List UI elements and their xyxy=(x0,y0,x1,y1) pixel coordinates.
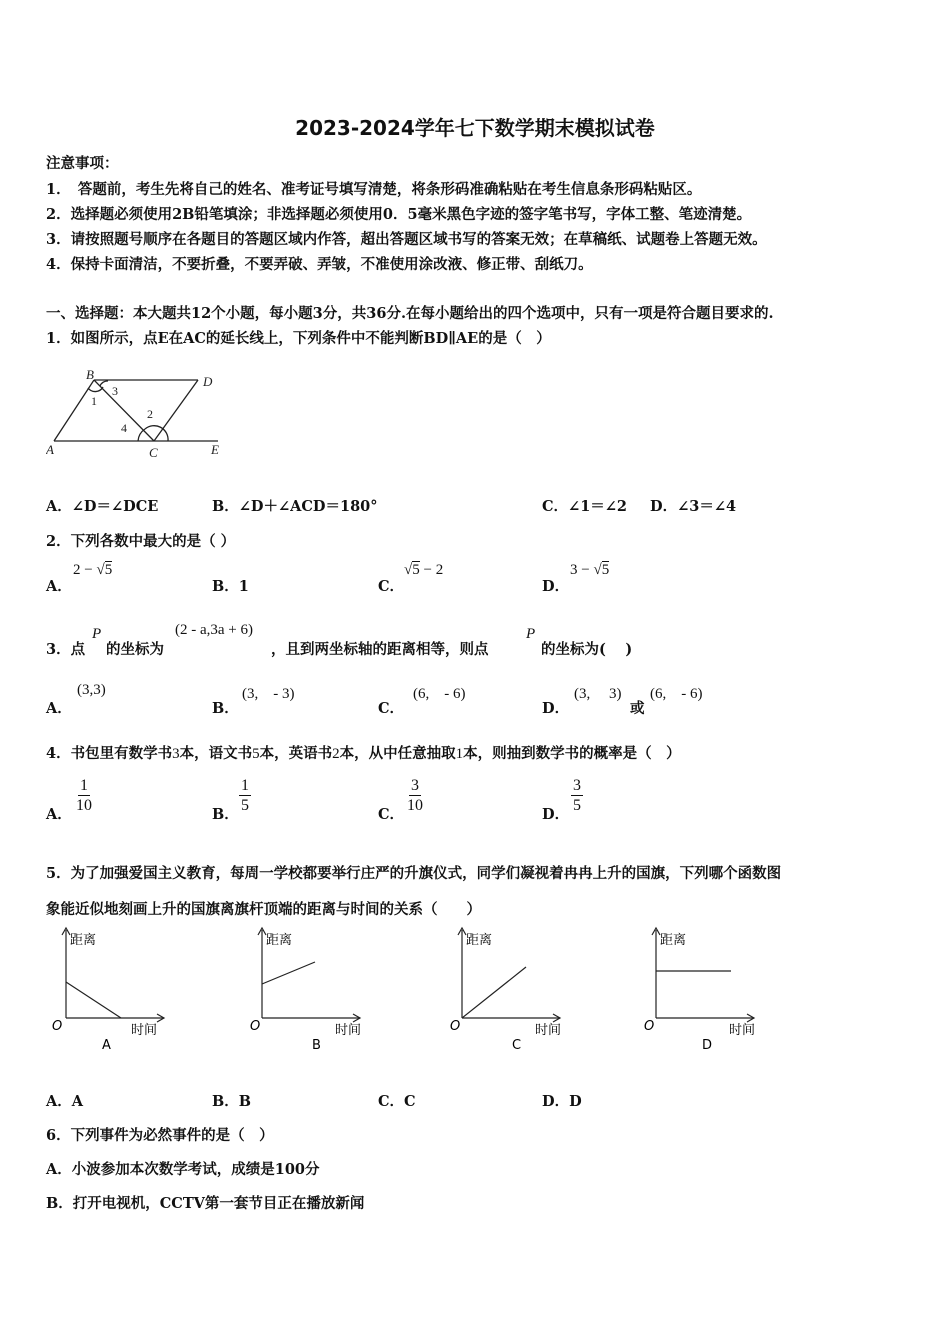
graph-line xyxy=(66,982,121,1018)
q5-graph-b xyxy=(242,922,372,1057)
graph-line xyxy=(262,962,315,984)
label-b: B xyxy=(86,368,94,382)
q6-option-a: A．小波参加本次数学考试，成绩是100分 xyxy=(46,1161,320,1178)
q4-option-a-label: A． xyxy=(46,806,72,823)
q4-option-b-label: B． xyxy=(212,806,239,823)
origin-label: O xyxy=(52,1019,63,1034)
q1-option-c: C．∠1＝∠2 xyxy=(542,498,628,515)
q3-option-c-label: C． xyxy=(378,700,405,717)
origin-label: O xyxy=(250,1019,261,1034)
label-angle-1: 1 xyxy=(91,394,97,408)
q2-option-b: B．1 xyxy=(212,578,249,595)
notice-item-2: 2．选择题必须使用2B铅笔填涂；非选择题必须使用0．5毫米黑色字迹的签字笔书写，字体工整、笔迹清楚。 xyxy=(46,206,752,223)
q3-option-b-value: (3, - 3) xyxy=(242,686,295,702)
q3-option-d-value: (3, 3) xyxy=(574,686,622,702)
y-axis-label: 距离 xyxy=(466,933,493,948)
q3-option-a-label: A． xyxy=(46,700,72,717)
y-axis-label: 距离 xyxy=(660,933,687,948)
q3-point-p: P xyxy=(92,626,102,642)
q5-graph-a xyxy=(46,922,176,1057)
q3-option-d-label: D． xyxy=(542,700,570,717)
q3-coordinate: (2 - a,3a + 6) xyxy=(175,622,254,638)
y-axis-label: 距离 xyxy=(266,933,293,948)
q5-option-a: A．A xyxy=(46,1093,84,1110)
q5-graph-d xyxy=(636,922,766,1057)
q1-figure xyxy=(46,368,236,460)
notice-item-4: 4．保持卡面清洁，不要折叠，不要弄破、弄皱，不准使用涂改液、修正带、刮纸刀。 xyxy=(46,256,593,273)
q4-option-d-label: D． xyxy=(542,806,570,823)
q2-option-c-expr: √5 − 2 xyxy=(404,562,444,578)
q1-stem: 1．如图所示，点E在AC的延长线上，下列条件中不能判断BD∥AE的是（ ） xyxy=(46,330,551,347)
notice-item-1: 1． 答题前，考生先将自己的姓名、准考证号填写清楚，将条形码准确粘贴在考生信息条形码粘贴区。 xyxy=(46,181,702,198)
page-title: 2023-2024学年七下数学期末模拟试卷 xyxy=(295,116,655,140)
q3-point-p-2: P xyxy=(526,626,536,642)
x-axis-label: 时间 xyxy=(729,1023,756,1038)
q6-option-b: B．打开电视机，CCTV第一套节目正在播放新闻 xyxy=(46,1195,365,1212)
q3-option-c-value: (6, - 6) xyxy=(413,686,466,702)
q5-option-d: D．D xyxy=(542,1093,582,1110)
q2-option-a-expr: 2 − √5 xyxy=(73,562,113,578)
q4-option-d-fraction: $\frac{3}{5}$ xyxy=(573,777,581,814)
notice-item-3: 3．请按照题号顺序在各题目的答题区域内作答，超出答题区域书写的答案无效；在草稿纸、试题卷上答题无效。 xyxy=(46,231,767,248)
q4-option-c-fraction: $\frac{3}{10}$ xyxy=(407,777,423,814)
q2-option-c-label: C． xyxy=(378,578,405,595)
q5-graph-c xyxy=(442,922,572,1057)
q1-option-a: A．∠D＝∠DCE xyxy=(46,498,159,515)
x-axis-label: 时间 xyxy=(335,1023,362,1038)
q3-option-b-label: B． xyxy=(212,700,239,717)
q2-option-d-label: D． xyxy=(542,578,570,595)
origin-label: O xyxy=(644,1019,655,1034)
graph-name: D xyxy=(702,1038,713,1053)
q4-option-c-label: C． xyxy=(378,806,405,823)
q5-stem-line-2: 象能近似地刻画上升的国旗离旗杆顶端的距离与时间的关系（ ） xyxy=(46,901,481,918)
q3-option-d-value-2: (6, - 6) xyxy=(650,686,703,702)
q6-stem: 6．下列事件为必然事件的是（ ） xyxy=(46,1127,274,1144)
q1-option-b: B．∠D＋∠ACD＝180° xyxy=(212,498,378,515)
line-dc xyxy=(154,380,198,441)
graph-line xyxy=(462,967,526,1018)
graph-name: B xyxy=(312,1038,321,1053)
label-e: E xyxy=(211,442,219,457)
q3-text-1: 3．点 xyxy=(46,641,86,658)
q3-option-a-value: (3,3) xyxy=(77,682,106,698)
q5-option-b: B．B xyxy=(212,1093,252,1110)
label-c: C xyxy=(149,445,158,460)
q4-option-b-fraction: $\frac{1}{5}$ xyxy=(241,777,249,814)
q4-option-a-fraction: $\frac{1}{10}$ xyxy=(76,777,92,814)
q5-stem-line-1: 5．为了加强爱国主义教育，每周一学校都要举行庄严的升旗仪式，同学们凝视着冉冉上升的国旗，下列哪个函数图 xyxy=(46,865,782,882)
q5-option-c: C．C xyxy=(378,1093,416,1110)
q4-stem: 4．书包里有数学书3本，语文书5本，英语书2本，从中任意抽取1本，则抽到数学书的概率是（ ） xyxy=(46,745,681,762)
q3-option-d-or: 或 xyxy=(630,700,645,717)
q2-option-d-expr: 3 − √5 xyxy=(570,562,610,578)
q3-text-3: ，且到两坐标轴的距离相等，则点 xyxy=(271,641,489,658)
label-a: A xyxy=(46,442,54,457)
arc-angle-3 xyxy=(100,381,108,386)
q3-text-2: 的坐标为 xyxy=(106,641,164,658)
label-d: D xyxy=(203,374,213,389)
arc-angle-2 xyxy=(145,426,168,441)
label-angle-3: 3 xyxy=(112,384,118,398)
label-angle-4: 4 xyxy=(121,421,127,435)
graph-name: A xyxy=(102,1038,111,1053)
q1-option-d: D．∠3＝∠4 xyxy=(650,498,737,515)
q2-stem: 2．下列各数中最大的是（ ） xyxy=(46,533,236,550)
x-axis-label: 时间 xyxy=(535,1023,562,1038)
line-ab xyxy=(54,380,94,441)
q2-option-a-label: A． xyxy=(46,578,72,595)
x-axis-label: 时间 xyxy=(131,1023,158,1038)
graph-name: C xyxy=(512,1038,522,1053)
origin-label: O xyxy=(450,1019,461,1034)
q3-text-4: 的坐标为( ) xyxy=(541,641,633,658)
y-axis-label: 距离 xyxy=(70,933,97,948)
label-angle-2: 2 xyxy=(147,407,153,421)
notice-heading: 注意事项： xyxy=(46,155,119,172)
section-heading: 一、选择题：本大题共12个小题，每小题3分，共36分.在每小题给出的四个选项中，只有一项是符合题目要求的. xyxy=(46,305,774,322)
